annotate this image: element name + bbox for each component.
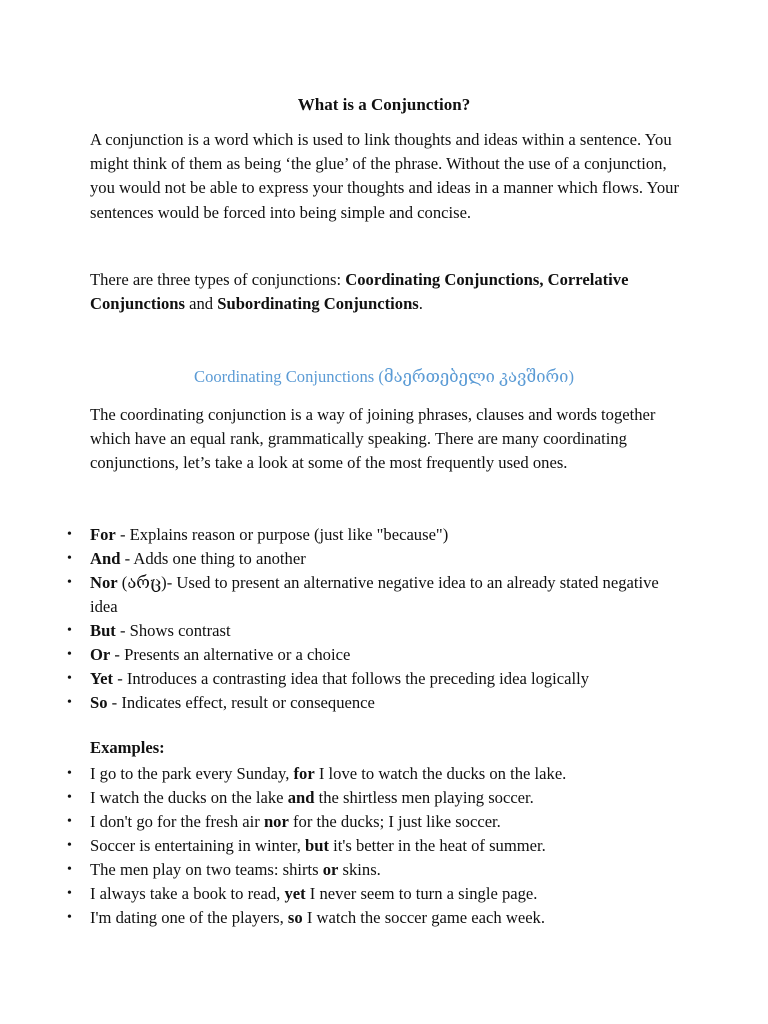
conjunction-description: - Introduces a contrasting idea that follows the preceding idea logically (113, 669, 590, 688)
example-conjunction: or (322, 860, 339, 879)
list-item (67, 810, 690, 834)
example-before: I watch the ducks on the lake (90, 788, 288, 807)
types-prefix: There are three types of conjunctions: (90, 270, 346, 289)
conjunction-term: So (90, 693, 108, 712)
example-conjunction: for (293, 764, 315, 783)
example-after: I love to watch the ducks on the lake. (314, 764, 567, 783)
page-title: What is a Conjunction? (297, 95, 471, 114)
conjunction-description: - Shows contrast (115, 621, 231, 640)
list-item (67, 858, 690, 882)
conjunction-description: - Indicates effect, result or consequence (107, 693, 375, 712)
example-conjunction: yet (284, 884, 306, 903)
example-before: I go to the park every Sunday, (90, 764, 294, 783)
example-conjunction: so (287, 908, 303, 927)
types-term-coordinating-correlative: Coordinating Conjunctions, Correlative Conjunctions (90, 270, 629, 314)
list-item (67, 762, 690, 786)
list-item (67, 643, 690, 667)
list-item (67, 834, 690, 858)
bullet-icon: • (67, 527, 72, 542)
conjunction-description: - Presents an alternative or a choice (110, 645, 351, 664)
examples-label: Examples: (90, 738, 165, 757)
types-paragraph (90, 268, 680, 316)
conjunction-term: Or (90, 645, 111, 664)
section-heading: Coordinating Conjunctions (მაერთებელი კავშირი) (194, 367, 574, 386)
list-item (67, 882, 690, 906)
example-after: I watch the soccer game each week. (302, 908, 546, 927)
types-term-subordinating: Subordinating Conjunctions (217, 294, 419, 314)
bullet-icon: • (67, 862, 72, 877)
bullet-icon: • (67, 695, 72, 710)
bullet-icon: • (67, 623, 72, 638)
list-item (67, 523, 690, 547)
list-item (67, 667, 690, 691)
bullet-icon: • (67, 551, 72, 566)
section-description: The coordinating conjunction is a way of joining phrases, clauses and words together which have an equal rank, grammatically speaking. There are many coordinating conjunctions, let’s take a look at some of the most frequently used ones. (90, 405, 656, 473)
example-before: The men play on two teams: shirts (90, 860, 323, 879)
list-item (67, 786, 690, 810)
bullet-icon: • (67, 910, 72, 925)
conjunction-term: But (90, 621, 116, 640)
example-before: I'm dating one of the players, (90, 908, 288, 927)
bullet-icon: • (67, 575, 72, 590)
list-item (67, 619, 690, 643)
list-item (67, 906, 690, 930)
conjunction-term: Nor (90, 573, 118, 592)
example-after: for the ducks; I just like soccer. (288, 812, 501, 831)
example-after: the shirtless men playing soccer. (314, 788, 534, 807)
list-item (67, 547, 690, 571)
example-after: it's better in the heat of summer. (328, 836, 546, 855)
conjunction-description: (არც)- Used to present an alternative negative idea to an already stated negative idea (90, 573, 659, 616)
conjunction-term: Yet (90, 669, 114, 688)
example-conjunction: nor (263, 812, 289, 831)
example-before: I always take a book to read, (90, 884, 285, 903)
conjunction-description: - Adds one thing to another (120, 549, 306, 568)
example-before: I don't go for the fresh air (90, 812, 264, 831)
conjunction-description: - Explains reason or purpose (just like "because") (115, 525, 449, 544)
list-item (67, 691, 690, 715)
conjunction-term: And (90, 549, 121, 568)
bullet-icon: • (67, 766, 72, 781)
example-after: I never seem to turn a single page. (305, 884, 538, 903)
types-joiner: and (184, 294, 218, 314)
bullet-icon: • (67, 886, 72, 901)
example-before: Soccer is entertaining in winter, (90, 836, 305, 855)
example-conjunction: and (287, 788, 315, 807)
types-suffix: . (418, 294, 423, 314)
bullet-icon: • (67, 838, 72, 853)
example-after: skins. (338, 860, 381, 879)
bullet-icon: • (67, 647, 72, 662)
bullet-icon: • (67, 814, 72, 829)
example-conjunction: but (305, 836, 329, 855)
conjunction-term: For (90, 525, 116, 544)
examples-list (67, 762, 690, 930)
bullet-icon: • (67, 790, 72, 805)
list-item (67, 571, 690, 619)
intro-paragraph: A conjunction is a word which is used to link thoughts and ideas within a sentence. You might think of them as being ‘the glue’ of the phrase. Without the use of a conjunction, you would not be able to express your thoughts and ideas in a manner which flows. Your sentences would be forced into being simple and concise. (90, 130, 679, 222)
conjunction-list (67, 523, 690, 715)
bullet-icon: • (67, 671, 72, 686)
